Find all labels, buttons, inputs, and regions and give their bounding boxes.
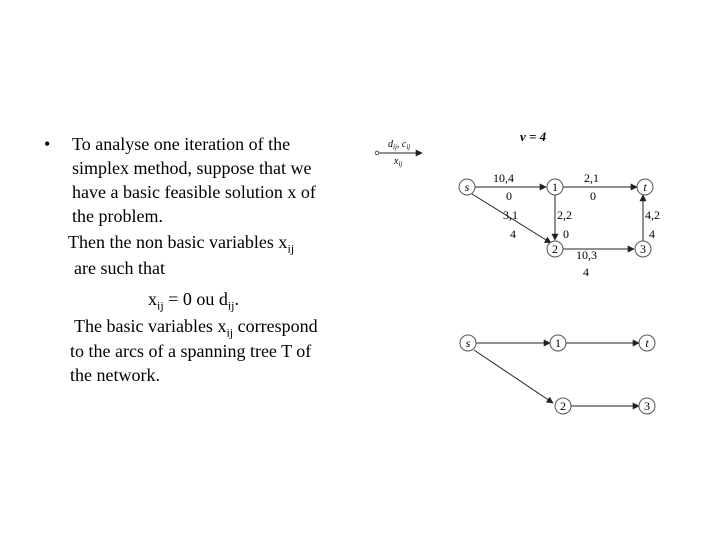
edge-s-1-top-label: 10,4 (493, 171, 514, 185)
node-3 (635, 241, 651, 257)
tree-node-t (639, 335, 655, 351)
node-s (459, 179, 475, 195)
svg-text:2: 2 (560, 399, 566, 413)
svg-text:t: t (643, 180, 647, 194)
text-line-6: are such that (74, 258, 165, 278)
tree-node-1 (550, 335, 566, 351)
svg-text:1: 1 (555, 336, 561, 350)
spanning-tree-nodes (460, 335, 655, 414)
legend-top-label: $d_{ij}$, $c_{ij}$ (388, 139, 411, 151)
flow-value: v = 4 (520, 129, 547, 144)
text-line-2: simplex method, suppose that we (72, 158, 312, 178)
edge-1-2-bottom-label: 0 (563, 227, 569, 241)
svg-text:2: 2 (552, 242, 558, 256)
node-2 (547, 241, 563, 257)
svg-text:3: 3 (640, 242, 646, 256)
arc-legend (375, 139, 422, 168)
text-line-7: $x_{ij} = 0$ ou $d_{ij}$. (148, 289, 239, 313)
tree-node-3 (639, 398, 655, 414)
legend-bottom-label: $x_{ij}$ (394, 156, 403, 168)
edge-3-t-top-label: 4,2 (645, 208, 660, 222)
text-line-8: The basic variables $x_{ij}$ correspond (74, 316, 318, 340)
text-line-10: the network. (70, 365, 160, 385)
tree-node-s (460, 335, 476, 351)
spanning-tree-edges (474, 343, 639, 406)
node-t (637, 179, 653, 195)
text-line-3: have a basic feasible solution x of (72, 182, 316, 202)
text-line-4: the problem. (72, 206, 163, 226)
tree-edge-s-2 (474, 350, 553, 403)
edge-s-2-bottom-label: 4 (510, 227, 516, 241)
edge-s-1-bottom-label: 0 (506, 189, 512, 203)
svg-text:t: t (645, 336, 649, 350)
text-line-5: Then the non basic variables $x_{ij}$ (68, 232, 295, 256)
svg-text:s: s (465, 336, 471, 350)
svg-text:3: 3 (644, 399, 650, 413)
bullet-point: • (44, 134, 51, 154)
edge-1-t-top-label: 2,1 (584, 171, 599, 185)
edge-2-3-top-label: 10,3 (576, 248, 597, 262)
tree-node-2 (555, 398, 571, 414)
text-line-1: To analyse one iteration of the (72, 134, 291, 154)
edge-1-t-bottom-label: 0 (590, 189, 596, 203)
text-line-9: to the arcs of a spanning tree T of (70, 341, 312, 361)
node-1 (547, 179, 563, 195)
edge-s-2-top-label: 3,1 (503, 208, 518, 222)
network-nodes (459, 179, 653, 257)
edge-2-3-bottom-label: 4 (583, 265, 589, 279)
legend-tail-dot (375, 151, 379, 155)
svg-text:1: 1 (552, 180, 558, 194)
edge-3-t-bottom-label: 4 (649, 227, 655, 241)
edge-1-2-top-label: 2,2 (557, 208, 572, 222)
svg-text:s: s (464, 180, 470, 194)
